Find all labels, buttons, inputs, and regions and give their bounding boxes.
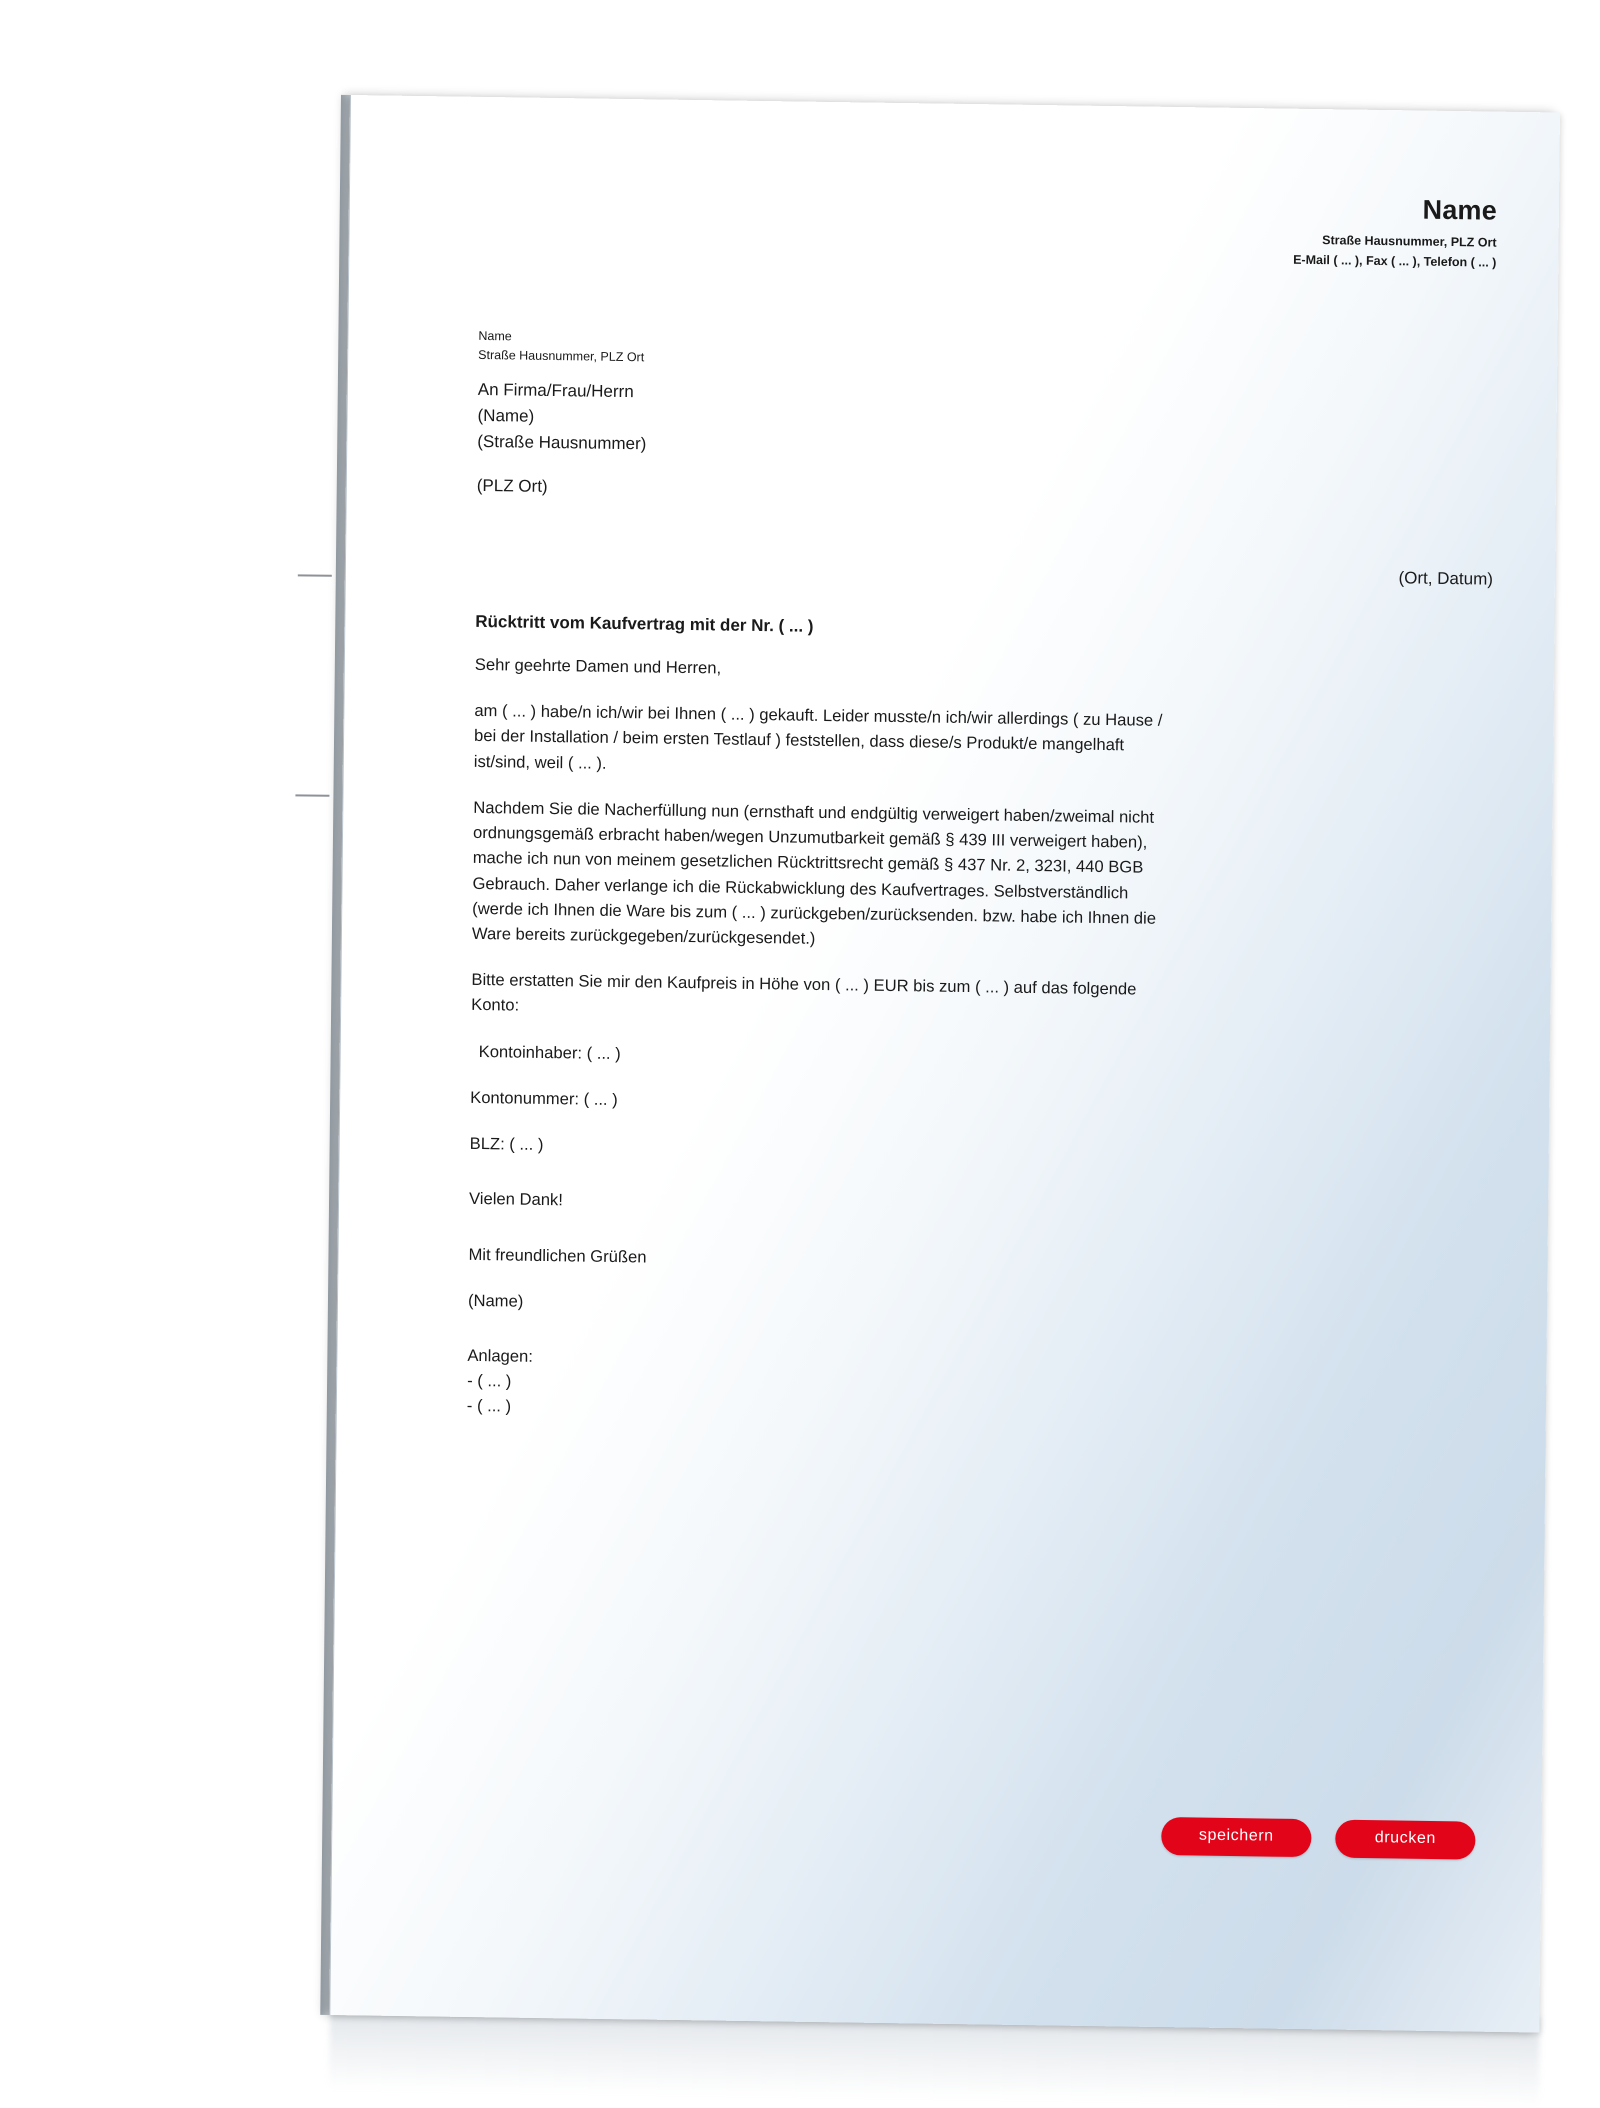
letterhead-address: Straße Hausnummer, PLZ Ort <box>1322 232 1497 250</box>
subject-line: Rücktritt vom Kaufvertrag mit der Nr. ( ... ) <box>475 611 814 636</box>
paragraph-1: am ( ... ) habe/n ich/wir bei Ihnen ( ... ) gekauft. Leider musste/n ich/wir allerdings ( zu Hause / bei der Installation / beim ersten Testlauf ) feststellen, dass diese/s Produkt/e mangelhaft ist/sind, weil ( ... ). <box>473 701 1163 773</box>
document-page <box>329 95 1560 2033</box>
paragraph-3: Bitte erstatten Sie mir den Kaufpreis in Höhe von ( ... ) EUR bis zum ( ... ) auf das folgende Konto: <box>471 970 1137 1016</box>
paragraph-2: Nachdem Sie die Nacherfüllung nun (ernsthaft und endgültig verweigert haben/zweimal nicht ordnungsgemäß erbracht haben/wegen Unzumutbarkeit gemäß § 439 III verweigert haben), mache ich nun von meinem gesetzlichen Rücktrittsrecht gemäß § 437 Nr. 2, 323I, 440 BGB Gebrauch. Daher verlange ich die Rückabwicklung des Kaufvertrages. Selbstverständlich (werde ich Ihnen die Ware bis zum ( ... ) zurückgeben/zurücksenden. bzw. habe ich Ihnen die Ware bereits zurückgegeben/zurückgesendet.) <box>471 797 1157 948</box>
closing-line: Mit freundlichen Grüßen <box>468 1244 647 1266</box>
print-button[interactable]: drucken <box>1335 1820 1475 1860</box>
action-buttons <box>1161 1817 1475 1860</box>
attachment-item-2: - ( ... ) <box>466 1396 512 1416</box>
letterhead-name: Name <box>1422 194 1498 226</box>
attachment-item-1: - ( ... ) <box>467 1371 512 1391</box>
letterhead-contact: E-Mail ( ... ), Fax ( ... ), Telefon ( ... ) <box>1293 252 1497 270</box>
salutation: Sehr geehrte Damen und Herren, <box>474 654 722 678</box>
bank-blz: BLZ: ( ... ) <box>469 1133 544 1155</box>
recipient-spacer <box>477 454 646 475</box>
recipient-line-1: An Firma/Frau/Herrn <box>477 379 634 402</box>
recipient-line-2: (Name) <box>477 405 535 426</box>
letter-content <box>330 95 1560 2033</box>
sender-return-address <box>478 327 644 367</box>
sender-name: Name <box>478 328 512 344</box>
recipient-line-4: (PLZ Ort) <box>476 476 548 497</box>
save-button[interactable]: speichern <box>1161 1817 1311 1857</box>
fold-mark-upper <box>298 574 332 576</box>
signature-line: (Name) <box>467 1290 524 1311</box>
bank-account-holder: Kontoinhaber: ( ... ) <box>478 1041 621 1063</box>
letter-body <box>467 652 1175 1429</box>
sender-address: Straße Hausnummer, PLZ Ort <box>478 347 645 365</box>
bank-account-number: Kontonummer: ( ... ) <box>470 1087 618 1109</box>
recipient-address-block <box>477 377 647 502</box>
fold-mark-lower <box>295 794 329 796</box>
thanks-line: Vielen Dank! <box>468 1189 564 1210</box>
attachments-label: Anlagen: <box>467 1345 534 1366</box>
place-date: (Ort, Datum) <box>1398 568 1494 589</box>
page-surface <box>329 95 1560 2033</box>
letterhead <box>1293 194 1497 272</box>
recipient-line-3: (Straße Hausnummer) <box>477 431 647 454</box>
